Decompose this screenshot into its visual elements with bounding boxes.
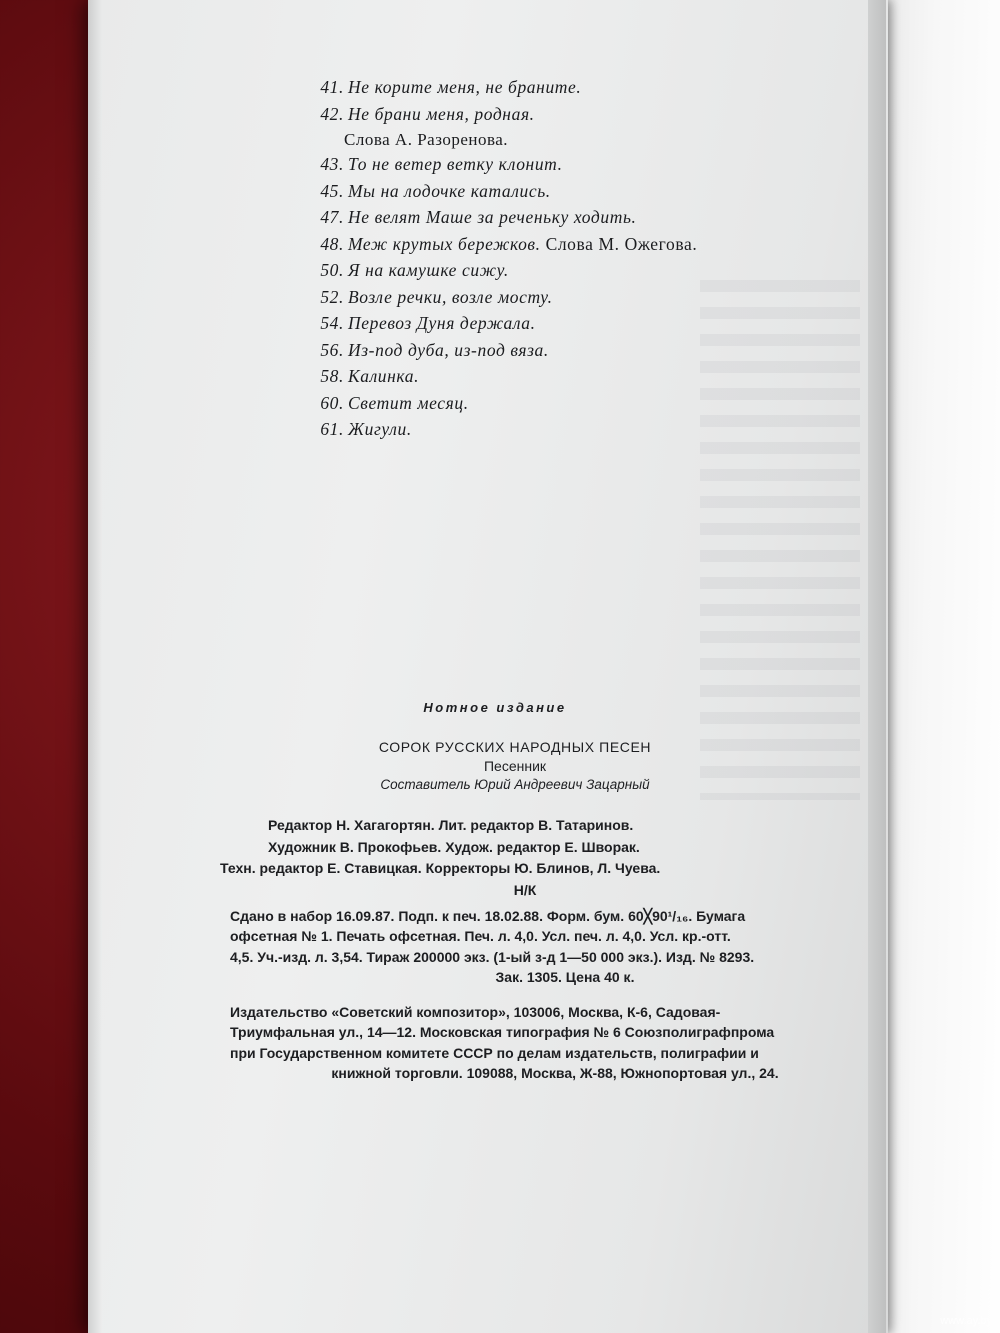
toc-item: 52. Возле речки, возле мосту. bbox=[320, 286, 553, 307]
toc-item: 43. То не ветер ветку клонит. bbox=[320, 154, 563, 174]
specs-line: Зак. 1305. Цена 40 к. bbox=[495, 969, 635, 985]
publisher-line: при Государственном комитете СССР по делам издательств, полиграфии и bbox=[230, 1044, 759, 1061]
toc-item: 41. Не корите меня, не браните. bbox=[320, 77, 582, 97]
print-specs bbox=[230, 906, 840, 988]
edition-kind: Нотное издание bbox=[423, 700, 567, 715]
staff-line: Редактор Н. Хагагортян. Лит. редактор В. Татаринов. bbox=[268, 817, 634, 833]
toc-credit: Слова М. Ожегова. bbox=[540, 233, 698, 254]
publisher-line: книжной торговли. 109088, Москва, Ж-88, Южнопортовая ул., 24. bbox=[331, 1065, 779, 1081]
book-subtitle: Песенник bbox=[483, 758, 547, 774]
toc-item: 47. Не велят Маше за реченьку ходить. bbox=[320, 207, 637, 227]
toc-item: 42. Не брани меня, родная. bbox=[320, 103, 535, 124]
book-title: СОРОК РУССКИХ НАРОДНЫХ ПЕСЕН bbox=[378, 739, 652, 755]
publisher-line: Издательство «Советский композитор», 103006, Москва, К-6, Садовая- bbox=[230, 1003, 721, 1020]
toc-credit-line: Слова А. Разоренова. bbox=[344, 130, 509, 149]
hk-mark: Н/К bbox=[513, 881, 537, 898]
toc-item: 61. Жигули. bbox=[320, 419, 412, 439]
book-compiler: Составитель Юрий Андреевич Зацарный bbox=[380, 777, 650, 792]
toc-item: 48. Меж крутых бережков. Слова М. Ожегова. bbox=[320, 233, 698, 254]
publisher-info bbox=[230, 1002, 840, 1084]
toc-item: 54. Перевоз Дуня держала. bbox=[320, 313, 536, 333]
specs-line: офсетная № 1. Печать офсетная. Печ. л. 4,0. Усл. печ. л. 4,0. Усл. кр.-отт. bbox=[230, 928, 731, 944]
page-edge bbox=[868, 0, 886, 1333]
specs-line: 4,5. Уч.-изд. л. 3,54. Тираж 200000 экз. (1-ый з-д 1—50 000 экз.). Изд. № 8293. bbox=[230, 948, 755, 965]
toc-item: 50. Я на камушке сижу. bbox=[320, 260, 509, 280]
toc-item: 58. Калинка. bbox=[320, 366, 420, 386]
specs-line: Сдано в набор 16.09.87. Подп. к печ. 18.02.88. Форм. бум. 60╳90¹/₁₆. Бумага bbox=[230, 907, 746, 924]
toc-item: 45. Мы на лодочке катались. bbox=[320, 180, 551, 201]
toc-item: 56. Из-под дуба, из-под вяза. bbox=[320, 339, 549, 360]
staff-line: Художник В. Прокофьев. Худож. редактор Е. Шворак. bbox=[268, 838, 640, 855]
table-of-contents bbox=[300, 75, 860, 444]
spine-shadow bbox=[88, 0, 102, 1333]
publisher-line: Триумфальная ул., 14—12. Московская типография № 6 Союзполиграфпрома bbox=[230, 1024, 775, 1040]
site-watermark: www.ay.by bbox=[940, 1315, 992, 1327]
staff-line: Техн. редактор Е. Ставицкая. Корректоры Ю. Блинов, Л. Чуева. bbox=[220, 860, 661, 876]
toc-item: 60. Светит месяц. bbox=[320, 392, 469, 413]
imprint-block bbox=[220, 700, 870, 1084]
